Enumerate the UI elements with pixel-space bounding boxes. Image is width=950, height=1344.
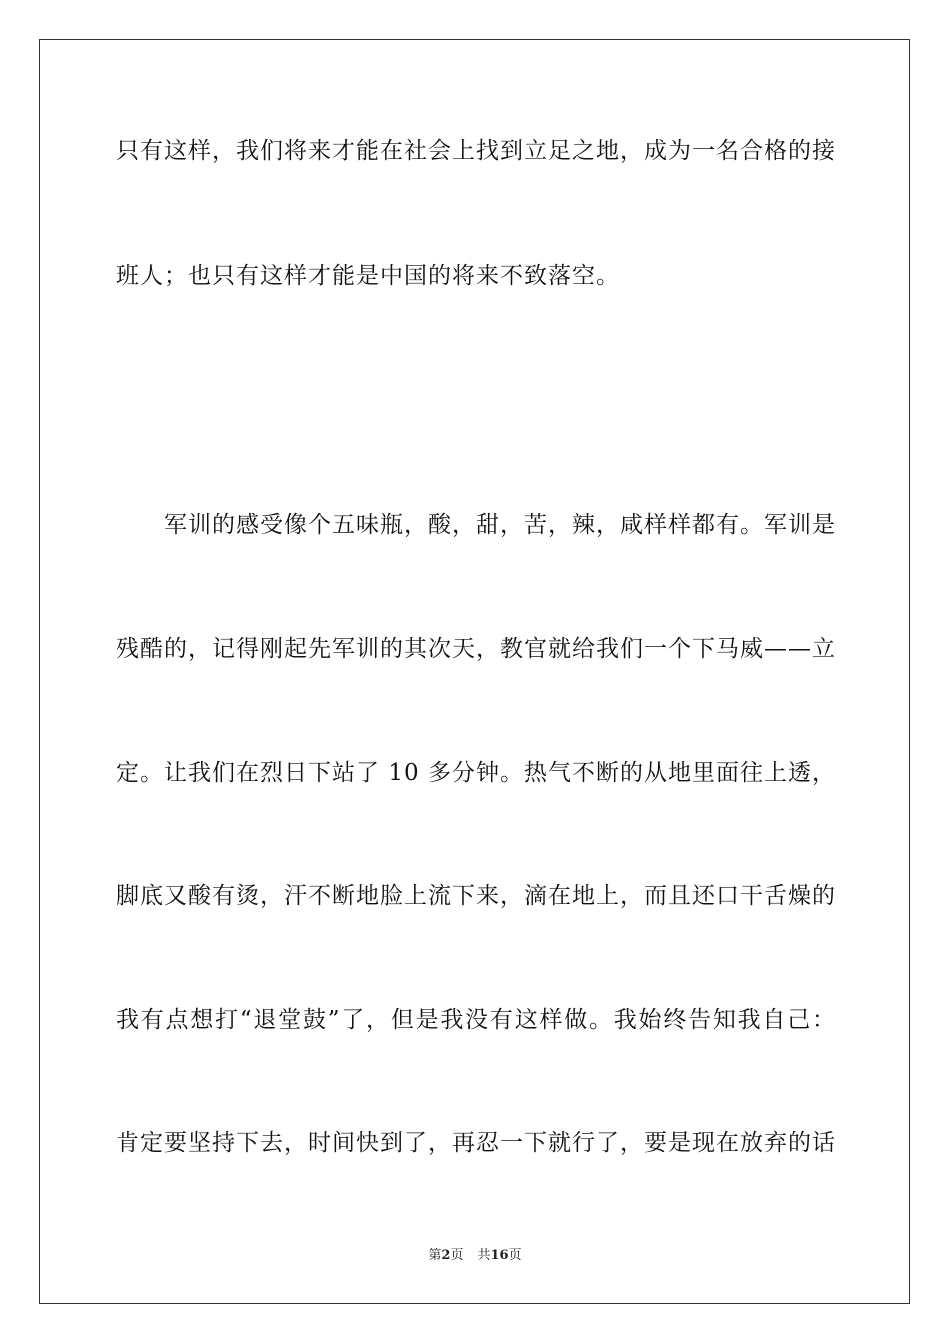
text-line: 肯定要坚持下去，时间快到了，再忍一下就行了，要是现在放弃的话 (116, 1130, 836, 1156)
text-line: 脚底又酸有烫，汗不断地脸上流下来，滴在地上，而且还口干舌燥的 (116, 883, 836, 909)
page-suffix: 页 (450, 1248, 464, 1263)
text-line: 班人；也只有这样才能是中国的将来不致落空。 (116, 263, 620, 289)
page-footer (0, 1247, 950, 1265)
text-line: 军训的感受像个五味瓶，酸，甜，苦，辣，咸样样都有。军训是 (164, 512, 836, 538)
text-line: 定。让我们在烈日下站了 10 多分钟。热气不断的从地里面往上透， (116, 760, 836, 786)
total-suffix: 页 (508, 1248, 522, 1263)
page-border (39, 39, 910, 1304)
total-pages: 16 (490, 1248, 509, 1263)
page-prefix: 第 (428, 1248, 442, 1263)
page-number: 2 (441, 1248, 451, 1263)
text-line: 只有这样，我们将来才能在社会上找到立足之地，成为一名合格的接 (116, 138, 836, 164)
total-prefix: 共 (477, 1248, 491, 1263)
text-line: 我有点想打“退堂鼓”了，但是我没有这样做。我始终告知我自己： (116, 1007, 836, 1033)
text-line: 残酷的，记得刚起先军训的其次天，教官就给我们一个下马威——立 (116, 636, 836, 662)
